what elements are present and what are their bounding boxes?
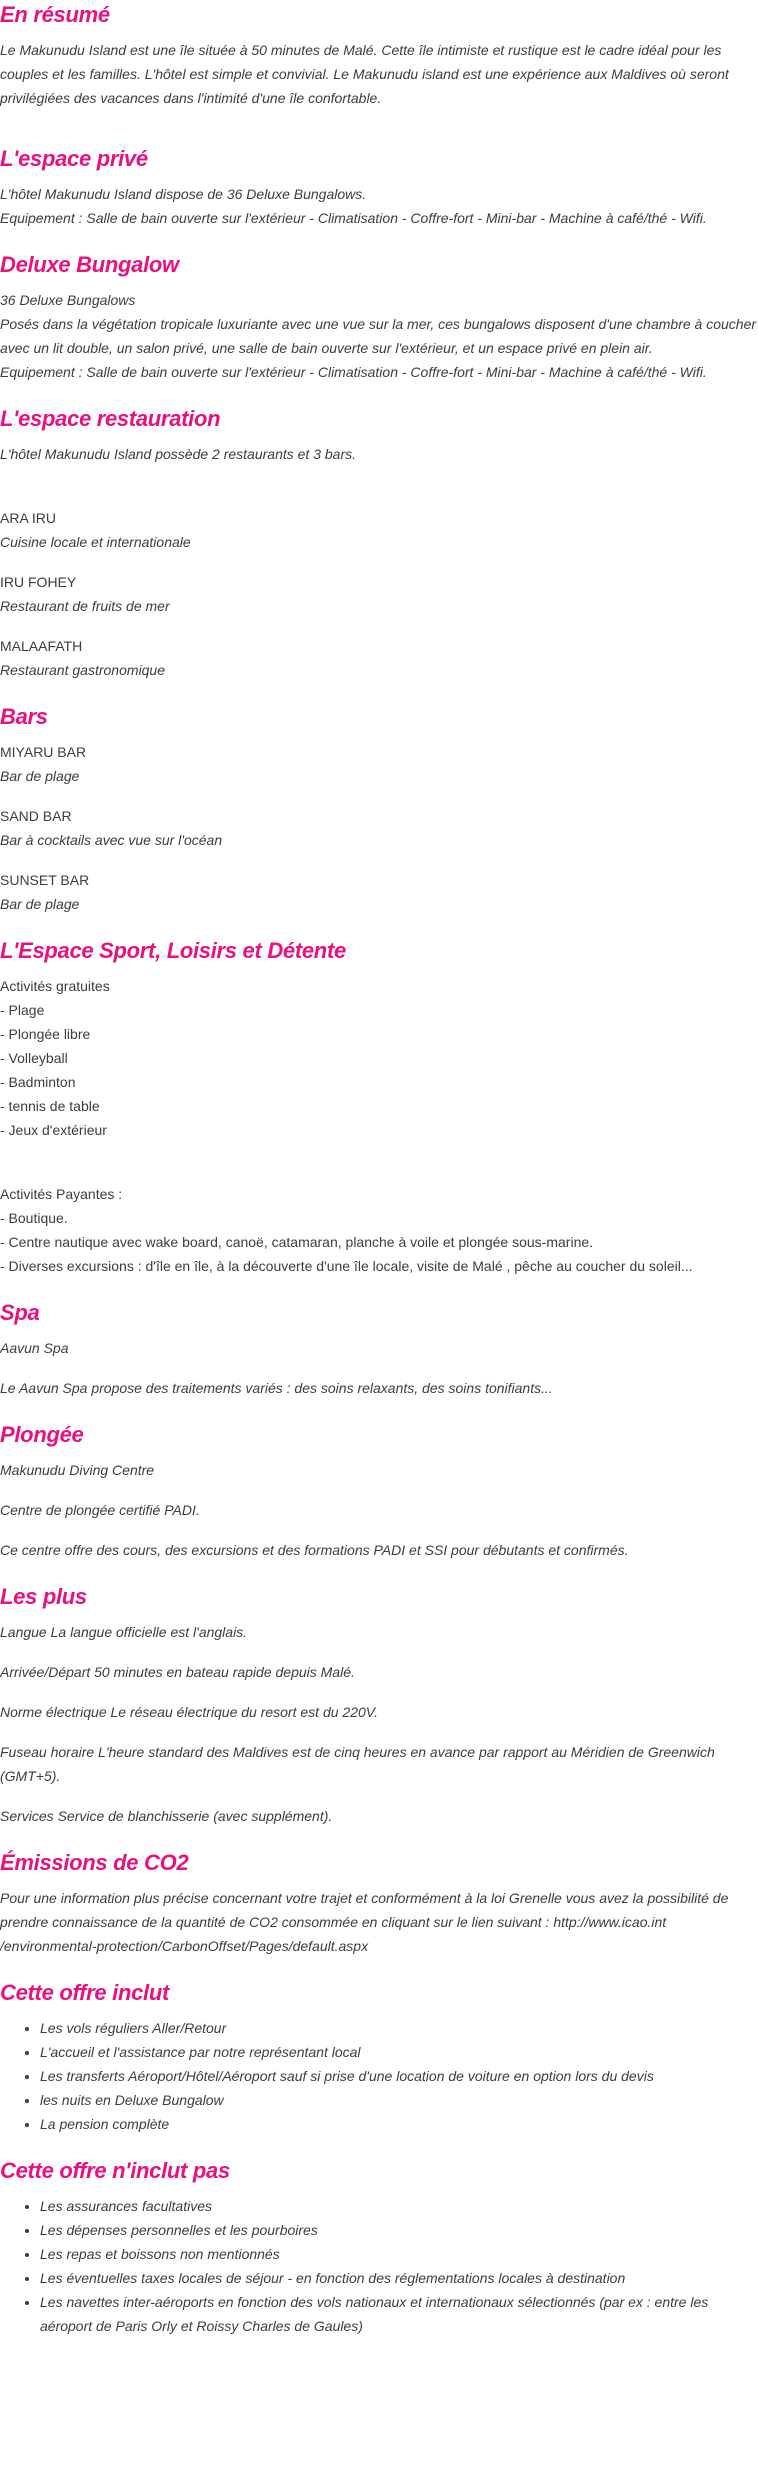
activity-line: - Volleyball: [0, 1050, 68, 1066]
section-bars: [0, 702, 756, 916]
section-title: Bars: [0, 704, 48, 729]
plus-line: Langue La langue officielle est l'anglais.: [0, 1624, 248, 1640]
restaurant-name: IRU FOHEY: [0, 574, 77, 590]
plus-line: Fuseau horaire L'heure standard des Maldives est de cinq heures en avance par rapport au Méridien de Greenwich (GMT+5).: [0, 1744, 715, 1784]
activity-line: - Jeux d'extérieur: [0, 1122, 107, 1138]
list-item: • Les repas et boissons non mentionnés: [40, 2242, 756, 2266]
activity-line: - Diverses excursions : d'île en île, à la découverte d'une île locale, visite de Malé , pêche au coucher du soleil...: [0, 1258, 693, 1274]
list-item: [0, 570, 756, 618]
section-title: Émissions de CO2: [0, 1850, 189, 1875]
section-title: Plongée: [0, 1422, 84, 1447]
section-title: En résumé: [0, 2, 110, 27]
restaurant-name: MALAAFATH: [0, 638, 83, 654]
plus-line: Arrivée/Départ 50 minutes en bateau rapide depuis Malé.: [0, 1664, 355, 1680]
bar-name: SAND BAR: [0, 808, 72, 824]
plongee-line: Makunudu Diving Centre: [0, 1462, 155, 1478]
section-title: Cette offre inclut: [0, 1980, 169, 2005]
list-item: • Les assurances facultatives: [40, 2194, 756, 2218]
restaurant-desc: Restaurant gastronomique: [0, 662, 165, 678]
restaurant-desc: Restaurant de fruits de mer: [0, 598, 170, 614]
list-item: • les nuits en Deluxe Bungalow: [40, 2088, 756, 2112]
list-item: • Les dépenses personnelles et les pourboires: [40, 2218, 756, 2242]
list-item: [0, 868, 756, 916]
free-activities: [0, 974, 756, 1142]
section-title: L'espace privé: [0, 146, 148, 171]
spa-text: Le Aavun Spa propose des traitements variés : des soins relaxants, des soins tonifiants...: [0, 1380, 553, 1396]
activity-line: Activités Payantes :: [0, 1186, 123, 1202]
restaurant-list: [0, 506, 756, 682]
section-les-plus: [0, 1582, 756, 1828]
activity-line: - tennis de table: [0, 1098, 100, 1114]
resume-text: Le Makunudu Island est une île située à 50 minutes de Malé. Cette île intimiste et rustique est le cadre idéal pour les couples et les familles. L'hôtel est simple et convivial. Le Makunudu island est une expérience aux Maldives où seront privilégiées des vacances dans l'intimité d'une île confortable.: [0, 42, 729, 106]
paid-activities: [0, 1182, 756, 1278]
plus-line: Services Service de blanchisserie (avec supplément).: [0, 1808, 333, 1824]
section-title: Spa: [0, 1300, 40, 1325]
section-restauration: [0, 404, 756, 682]
spa-name: Aavun Spa: [0, 1340, 69, 1356]
restaurant-name: ARA IRU: [0, 510, 57, 526]
list-item: [0, 634, 756, 682]
plongee-line: Ce centre offre des cours, des excursions et des formations PADI et SSI pour débutants et confirmés.: [0, 1542, 629, 1558]
deluxe-description: Posés dans la végétation tropicale luxuriante avec une vue sur la mer, ces bungalows disposent d'une chambre à coucher avec un lit double, un salon privé, une salle de bain ouverte sur l'extérieur, et un espace privé en plein air.: [0, 316, 757, 356]
activity-line: Activités gratuites: [0, 978, 110, 994]
section-title: Les plus: [0, 1584, 87, 1609]
list-item: • Les vols réguliers Aller/Retour: [40, 2016, 756, 2040]
list-item: • La pension complète: [40, 2112, 756, 2136]
co2-text: Pour une information plus précise concernant votre trajet et conformément à la loi Grenelle vous avez la possibilité de prendre connaissance de la quantité de CO2 consommée en cliquant sur le lien suivant : http://www.icao.int /environmental-protection/CarbonOffset/Pages/default.aspx: [0, 1890, 729, 1954]
section-title: Deluxe Bungalow: [0, 252, 179, 277]
section-resume: [0, 0, 756, 110]
plus-line: Norme électrique Le réseau électrique du resort est du 220V.: [0, 1704, 378, 1720]
activity-line: - Centre nautique avec wake board, canoë, catamaran, planche à voile et plongée sous-marine.: [0, 1234, 594, 1250]
included-list: [0, 2016, 756, 2136]
list-item: [0, 740, 756, 788]
section-title: L'espace restauration: [0, 406, 221, 431]
bar-desc: Bar de plage: [0, 768, 80, 784]
section-offre-inclut: [0, 1978, 756, 2136]
activity-line: - Badminton: [0, 1074, 76, 1090]
espace-prive-line: L'hôtel Makunudu Island dispose de 36 Deluxe Bungalows.: [0, 186, 367, 202]
deluxe-equipment: Equipement : Salle de bain ouverte sur l'extérieur - Climatisation - Coffre-fort - Mini-bar - Machine à café/thé - Wifi.: [0, 364, 707, 380]
activity-line: - Plage: [0, 1002, 45, 1018]
section-spa: [0, 1298, 756, 1400]
bar-list: [0, 740, 756, 916]
section-title: L'Espace Sport, Loisirs et Détente: [0, 938, 346, 963]
bar-desc: Bar de plage: [0, 896, 80, 912]
list-item: • Les navettes inter-aéroports en fonction des vols nationaux et internationaux sélectionnés (par ex : entre les aéroport de Paris Orly et Roissy Charles de Gaules): [40, 2290, 756, 2338]
list-item: • Les éventuelles taxes locales de séjour - en fonction des réglementations locales à destination: [40, 2266, 756, 2290]
bar-desc: Bar à cocktails avec vue sur l'océan: [0, 832, 223, 848]
section-sport: [0, 936, 756, 1278]
excluded-list: [0, 2194, 756, 2338]
section-plongee: [0, 1420, 756, 1562]
section-title: Cette offre n'inclut pas: [0, 2158, 230, 2183]
bar-name: MIYARU BAR: [0, 744, 87, 760]
restauration-intro: L'hôtel Makunudu Island possède 2 restaurants et 3 bars.: [0, 446, 357, 462]
list-item: [0, 804, 756, 852]
restaurant-desc: Cuisine locale et internationale: [0, 534, 191, 550]
activity-line: - Plongée libre: [0, 1026, 91, 1042]
bar-name: SUNSET BAR: [0, 872, 90, 888]
section-deluxe-bungalow: [0, 250, 756, 384]
section-espace-prive: [0, 144, 756, 230]
deluxe-count: 36 Deluxe Bungalows: [0, 292, 136, 308]
section-offre-ninclut: [0, 2156, 756, 2338]
section-co2: [0, 1848, 756, 1958]
activity-line: - Boutique.: [0, 1210, 68, 1226]
list-item: • Les transferts Aéroport/Hôtel/Aéroport sauf si prise d'une location de voiture en option lors du devis: [40, 2064, 756, 2088]
espace-prive-equipment: Equipement : Salle de bain ouverte sur l'extérieur - Climatisation - Coffre-fort - Mini-bar - Machine à café/thé - Wifi.: [0, 210, 707, 226]
plongee-line: Centre de plongée certifié PADI.: [0, 1502, 200, 1518]
list-item: [0, 506, 756, 554]
list-item: • L'accueil et l'assistance par notre représentant local: [40, 2040, 756, 2064]
